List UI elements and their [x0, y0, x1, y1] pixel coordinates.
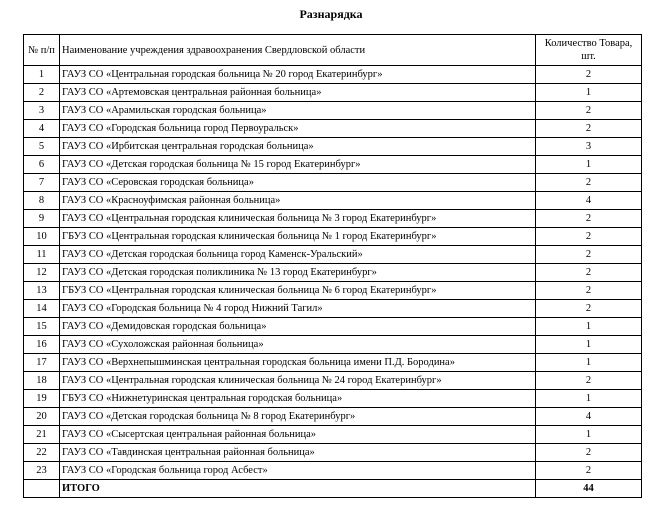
table-row — [24, 336, 642, 354]
row-num-cell: 18 — [24, 372, 60, 390]
table-row — [24, 462, 642, 480]
row-name-cell: ГАУЗ СО «Центральная городская клиническая больница № 3 город Екатеринбург» — [60, 210, 536, 228]
row-name-cell: ГАУЗ СО «Городская больница город Первоуральск» — [60, 120, 536, 138]
row-num-cell: 16 — [24, 336, 60, 354]
header-name: Наименование учреждения здравоохранения Свердловской области — [60, 35, 536, 66]
row-qty-cell: 4 — [536, 408, 642, 426]
row-num-cell: 1 — [24, 66, 60, 84]
row-name-cell: ГАУЗ СО «Ирбитская центральная городская больница» — [60, 138, 536, 156]
row-num-cell: 19 — [24, 390, 60, 408]
table-row — [24, 174, 642, 192]
row-qty-cell: 2 — [536, 120, 642, 138]
row-qty-cell: 2 — [536, 300, 642, 318]
table-row — [24, 282, 642, 300]
table-row — [24, 84, 642, 102]
table-row — [24, 264, 642, 282]
row-qty-cell: 2 — [536, 66, 642, 84]
row-name-cell: ГАУЗ СО «Детская городская больница город Каменск-Уральский» — [60, 246, 536, 264]
table-row — [24, 138, 642, 156]
table-row — [24, 300, 642, 318]
table-row — [24, 390, 642, 408]
table-row — [24, 156, 642, 174]
row-qty-cell: 1 — [536, 336, 642, 354]
row-qty-cell: 1 — [536, 156, 642, 174]
table-row — [24, 354, 642, 372]
header-qty: Количество Товара, шт. — [536, 35, 642, 66]
table-row — [24, 120, 642, 138]
row-name-cell: ГАУЗ СО «Городская больница № 4 город Нижний Тагил» — [60, 300, 536, 318]
row-qty-cell: 1 — [536, 354, 642, 372]
table-row — [24, 210, 642, 228]
row-qty-cell: 1 — [536, 318, 642, 336]
table-header-row — [24, 35, 642, 66]
row-num-cell: 14 — [24, 300, 60, 318]
total-row — [24, 480, 642, 498]
row-num-cell: 15 — [24, 318, 60, 336]
row-qty-cell: 2 — [536, 372, 642, 390]
row-name-cell: ГАУЗ СО «Центральная городская больница № 20 город Екатеринбург» — [60, 66, 536, 84]
row-name-cell: ГАУЗ СО «Верхнепышминская центральная городская больница имени П.Д. Бородина» — [60, 354, 536, 372]
row-num-cell: 10 — [24, 228, 60, 246]
row-num-cell: 3 — [24, 102, 60, 120]
row-num-cell: 9 — [24, 210, 60, 228]
row-num-cell: 20 — [24, 408, 60, 426]
row-name-cell: ГАУЗ СО «Детская городская больница № 15 город Екатеринбург» — [60, 156, 536, 174]
allocation-table — [23, 34, 642, 498]
page-title: Разнарядка — [299, 7, 363, 21]
table-row — [24, 66, 642, 84]
row-name-cell: ГАУЗ СО «Тавдинская центральная районная больница» — [60, 444, 536, 462]
row-qty-cell: 2 — [536, 210, 642, 228]
row-qty-cell: 4 — [536, 192, 642, 210]
row-num-cell: 21 — [24, 426, 60, 444]
row-qty-cell: 3 — [536, 138, 642, 156]
total-num-cell — [24, 480, 60, 498]
row-name-cell: ГАУЗ СО «Демидовская городская больница» — [60, 318, 536, 336]
row-name-cell: ГАУЗ СО «Детская городская поликлиника № 13 город Екатеринбург» — [60, 264, 536, 282]
row-name-cell: ГАУЗ СО «Центральная городская клиническая больница № 24 город Екатеринбург» — [60, 372, 536, 390]
row-name-cell: ГАУЗ СО «Детская городская больница № 8 город Екатеринбург» — [60, 408, 536, 426]
row-name-cell: ГБУЗ СО «Центральная городская клиническая больница № 6 город Екатеринбург» — [60, 282, 536, 300]
row-num-cell: 17 — [24, 354, 60, 372]
table-row — [24, 102, 642, 120]
row-num-cell: 7 — [24, 174, 60, 192]
row-num-cell: 11 — [24, 246, 60, 264]
row-num-cell: 5 — [24, 138, 60, 156]
row-num-cell: 4 — [24, 120, 60, 138]
row-name-cell: ГАУЗ СО «Сысертская центральная районная больница» — [60, 426, 536, 444]
row-num-cell: 13 — [24, 282, 60, 300]
row-num-cell: 2 — [24, 84, 60, 102]
row-name-cell: ГАУЗ СО «Красноуфимская районная больница» — [60, 192, 536, 210]
row-num-cell: 6 — [24, 156, 60, 174]
row-name-cell: ГАУЗ СО «Артемовская центральная районная больница» — [60, 84, 536, 102]
table-row — [24, 444, 642, 462]
row-num-cell: 12 — [24, 264, 60, 282]
row-qty-cell: 2 — [536, 102, 642, 120]
row-qty-cell: 2 — [536, 462, 642, 480]
row-name-cell: ГАУЗ СО «Городская больница город Асбест» — [60, 462, 536, 480]
table-row — [24, 372, 642, 390]
row-name-cell: ГБУЗ СО «Центральная городская клиническая больница № 1 город Екатеринбург» — [60, 228, 536, 246]
table-row — [24, 318, 642, 336]
row-name-cell: ГБУЗ СО «Нижнетуринская центральная городская больница» — [60, 390, 536, 408]
table-row — [24, 228, 642, 246]
total-qty: 44 — [536, 480, 642, 498]
row-name-cell: ГАУЗ СО «Серовская городская больница» — [60, 174, 536, 192]
header-num: № п/п — [24, 35, 60, 66]
row-qty-cell: 2 — [536, 264, 642, 282]
row-num-cell: 23 — [24, 462, 60, 480]
row-qty-cell: 1 — [536, 426, 642, 444]
row-num-cell: 8 — [24, 192, 60, 210]
total-label: ИТОГО — [60, 480, 536, 498]
row-num-cell: 22 — [24, 444, 60, 462]
row-qty-cell: 2 — [536, 174, 642, 192]
row-qty-cell: 1 — [536, 84, 642, 102]
row-qty-cell: 2 — [536, 228, 642, 246]
row-qty-cell: 1 — [536, 390, 642, 408]
row-name-cell: ГАУЗ СО «Сухоложская районная больница» — [60, 336, 536, 354]
row-qty-cell: 2 — [536, 246, 642, 264]
table-row — [24, 426, 642, 444]
table-row — [24, 408, 642, 426]
row-qty-cell: 2 — [536, 444, 642, 462]
table-row — [24, 192, 642, 210]
row-qty-cell: 2 — [536, 282, 642, 300]
row-name-cell: ГАУЗ СО «Арамильская городская больница» — [60, 102, 536, 120]
table-row — [24, 246, 642, 264]
